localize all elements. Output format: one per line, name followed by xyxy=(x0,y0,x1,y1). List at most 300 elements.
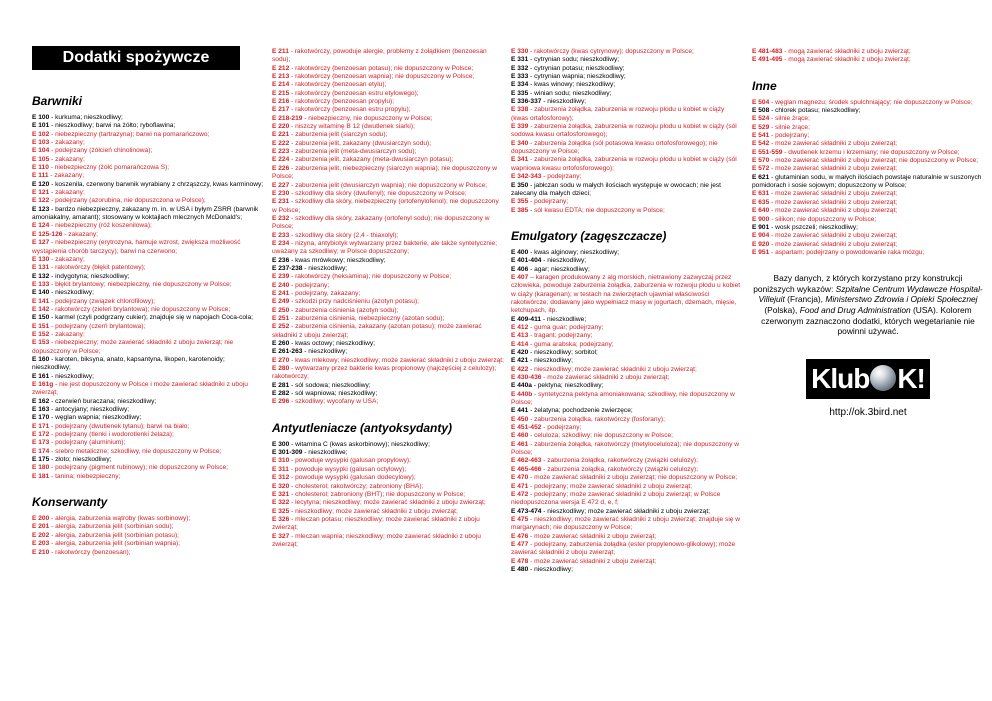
additive-entry xyxy=(32,122,264,130)
additive-entry xyxy=(511,483,743,491)
additive-entry xyxy=(511,457,743,465)
additive-entry xyxy=(272,265,504,273)
additive-description: - kwas mlekowy; nieszkodliwy; może zawierać składniki z uboju zwierząt; xyxy=(289,356,504,364)
additive-entry xyxy=(32,339,264,356)
additive-code: E 251 xyxy=(272,315,290,322)
additive-description: - kwas alginowy; nieszkodliwy; xyxy=(528,248,620,256)
additive-entry xyxy=(272,215,504,232)
additive-description: - zaburzenia żołądka (sól potasowa kwasu ortofosforowego); nie dopuszczony w Polsce; xyxy=(511,139,718,156)
additive-code: E 226 xyxy=(272,164,290,172)
additive-code: E 332 xyxy=(511,64,529,72)
additive-code: E 338 xyxy=(511,106,529,114)
additive-description: - niebezpieczny; może zawierać składniki z uboju zwierząt; nie dopuszczony w Polsce; xyxy=(32,339,234,355)
additive-code: E 333 xyxy=(511,73,529,81)
additive-description: - sól sodowa; nieszkodliwy; xyxy=(289,381,371,389)
additive-description: - podejrzany; xyxy=(541,424,582,432)
additive-code: E 224 xyxy=(272,156,290,164)
additive-code: E 100 xyxy=(32,114,50,121)
additive-code: E 310 xyxy=(272,457,290,465)
additive-description: - podejrzany; xyxy=(769,132,810,140)
additive-entry xyxy=(32,139,264,147)
additive-description: - zaburzenia ciśnienia (azotyn sodu); xyxy=(289,306,399,314)
additive-code: E 327 xyxy=(272,532,290,540)
additive-description: - zakazany; xyxy=(49,255,85,263)
additive-code: E 412 xyxy=(511,323,529,331)
additive-code: E 920 xyxy=(752,240,770,248)
additive-description: - karmel (czyli podgrzany cukier); znajduje się w napojach Coca-cola; xyxy=(49,314,253,322)
column-1 xyxy=(32,46,264,571)
additive-description: - zaburzenia jelit, zakazany (meta-dwusiarczyn potasu); xyxy=(289,156,454,164)
additive-entry xyxy=(511,566,743,574)
additive-code: E 471 xyxy=(511,482,529,490)
additive-entry xyxy=(32,197,264,205)
additive-code: E 640 xyxy=(752,207,770,215)
additive-description: - syntetyczna pektyna amoniakowana; szkodliwy, nie dopuszczony w Polsce; xyxy=(511,390,735,407)
additive-code: E 201 xyxy=(32,523,50,531)
additive-description: - może zawierać składniki z uboju zwierząt; xyxy=(541,374,670,382)
additive-description: - powoduje wysypki (galusan propylowy); xyxy=(289,457,411,465)
additive-description: - złoto; nieszkodliwy; xyxy=(49,456,112,464)
additive-description: - kwas octowy; nieszkodliwy; xyxy=(289,340,375,348)
additive-description: - węglan magnezu; środek spulchniający; nie dopuszczony w Polsce; xyxy=(769,98,973,106)
additive-entry xyxy=(272,90,504,98)
additive-entry xyxy=(752,249,984,257)
additive-entry xyxy=(32,406,264,414)
section xyxy=(752,79,984,258)
additive-description: - cytrynian potasu; nieszkodliwy; xyxy=(528,64,625,72)
additive-description: - czerwień buraczana; nieszkodliwy; xyxy=(49,397,157,405)
additive-code: E 103 xyxy=(32,139,50,147)
additive-entry xyxy=(511,266,743,274)
additive-code: E 477 xyxy=(511,540,529,548)
additive-code: E 152 xyxy=(32,330,50,338)
additive-entry xyxy=(511,374,743,382)
additive-description: - guma arabska; podejrzany; xyxy=(528,340,614,348)
additive-description: - nieszkodliwy; xyxy=(528,565,573,573)
additive-entry xyxy=(511,274,743,316)
additive-description: - nieszkodliwy; xyxy=(302,348,348,356)
additive-entry xyxy=(511,441,743,458)
additive-code: E 111 xyxy=(32,172,49,180)
additive-code: E 631 xyxy=(752,190,770,198)
additive-description: - może zawierać składniki z uboju zwierząt; xyxy=(528,557,657,565)
note-source-3: Food and Drug Administration xyxy=(799,305,911,315)
additive-description: - żelatyna; pochodzenie zwierzęce; xyxy=(528,407,633,415)
additive-entry xyxy=(752,107,984,115)
additive-description: - może zawierać składniki z uboju zwierząt; xyxy=(769,190,898,198)
additive-code: E 162 xyxy=(32,397,50,405)
additive-entry xyxy=(272,140,504,148)
globe-icon xyxy=(870,365,896,391)
note-text-3: (Polska), xyxy=(764,305,800,315)
additive-description: - zaburzenia żołądka, rakotwórczy (związki celulozy); xyxy=(541,465,698,473)
additive-entry xyxy=(32,373,264,381)
additive-entry xyxy=(272,315,504,323)
additive-entry xyxy=(752,149,984,157)
section xyxy=(272,48,504,407)
additive-entry xyxy=(272,123,504,131)
additive-description: - silnie żrące; xyxy=(769,115,810,123)
additive-entry xyxy=(511,98,743,106)
additive-description: - nieszkodliwy; xyxy=(302,264,348,272)
additive-description: - może zawierać składniki z uboju zwierząt; xyxy=(769,240,898,248)
additive-description: - zakazany; xyxy=(49,330,85,338)
additive-code: E 311 xyxy=(272,465,289,473)
additive-entry xyxy=(32,156,264,164)
additive-code: E 385 xyxy=(511,206,529,214)
additive-description: - agar; nieszkodliwy; xyxy=(528,265,590,273)
additive-description: - niebezpieczny, nie dopuszczony w Polsce; xyxy=(302,114,433,122)
additive-code: E 131 xyxy=(32,264,50,272)
additive-code: E 300 xyxy=(272,440,290,448)
additive-description: - niebezpieczny (tartrazyna); barwi na pomarańczowo; xyxy=(49,130,210,138)
additive-entry xyxy=(511,156,743,173)
additive-code: E 216 xyxy=(272,98,290,106)
additive-entry xyxy=(752,174,984,191)
additive-entry xyxy=(272,273,504,281)
additive-code: E 133 xyxy=(32,280,50,288)
additive-entry xyxy=(32,206,264,223)
additive-code: E 127 xyxy=(32,239,50,247)
additive-entry xyxy=(272,516,504,533)
note-text-2: (Francja), xyxy=(784,294,826,305)
additive-description: - jabłczan sodu w małych ilościach występuje w owocach; nie jest zalecany dla małych dzieci; xyxy=(511,181,722,197)
additive-code: E 409-411 xyxy=(511,315,542,323)
additive-code: E 542 xyxy=(752,140,770,148)
additive-code: E 221 xyxy=(272,131,290,139)
additive-entry xyxy=(272,449,504,457)
additive-description: - szkodliwy dla skóry, zakazany (ortofenyl sodu); nie dopuszczony w Polsce; xyxy=(272,214,490,231)
additive-code: E 153 xyxy=(32,339,50,347)
additive-code: E 635 xyxy=(752,198,770,206)
additive-code: E 202 xyxy=(32,531,50,539)
additive-description: - silnie żrące; xyxy=(769,123,810,131)
additive-description: - kwas winowy; nieszkodliwy; xyxy=(528,81,616,89)
additive-code: E 231 xyxy=(272,198,290,206)
additive-description: - może zawierać składniki z uboju zwierząt; nie dopuszczony w Polsce; xyxy=(769,157,979,165)
additive-entry xyxy=(272,390,504,398)
note-text-1: Bazy danych, z których korzystano przy konstrukcji poniższych wykazów: xyxy=(753,273,963,294)
additive-description: - zaburzenia ciśnienia, zakazany (azotan potasu); może zawierać składniki z uboju zwierząt; xyxy=(272,323,482,339)
additive-code: E 270 xyxy=(272,356,290,364)
additive-entry xyxy=(32,464,264,472)
additive-entry xyxy=(511,123,743,140)
additive-code: E 296 xyxy=(272,398,290,406)
additive-entry xyxy=(32,323,264,331)
additive-code: E 142 xyxy=(32,305,50,313)
additive-entry xyxy=(511,541,743,558)
additive-code: E 123 xyxy=(32,205,50,213)
additive-description: - chlorek potasu; nieszkodliwy; xyxy=(769,107,861,115)
additive-entry xyxy=(752,207,984,215)
additive-code: E 122 xyxy=(32,197,50,205)
additive-description: - srebro metaliczne; szkodliwy, nie dopuszczony w Polsce; xyxy=(49,447,222,455)
additive-code: E 541 xyxy=(752,132,770,140)
additive-description: - podejrzany (związek chlorofilowy); xyxy=(49,297,156,305)
site-url[interactable]: http://ok.3bird.net xyxy=(829,406,907,418)
additive-entry xyxy=(511,324,743,332)
section xyxy=(511,48,743,215)
additive-description: - zakazany; xyxy=(49,189,85,197)
additive-description: - mogą zawierać składniki z uboju zwierząt; xyxy=(782,56,911,64)
additive-entry xyxy=(752,199,984,207)
additive-description: - nieszkodliwy; xyxy=(528,357,573,365)
additive-code: E 524 xyxy=(752,115,770,123)
additive-code: E 339 xyxy=(511,123,529,131)
additive-code: E 504 xyxy=(752,98,770,106)
additive-description: - nieszkodliwy; może zawierać składniki z uboju zwierząt; xyxy=(289,507,458,515)
additive-description: - zakazany; xyxy=(49,155,85,163)
additive-code: E 140 xyxy=(32,289,50,297)
additive-description: - podejrzany (czerń brylantowa); xyxy=(49,322,146,330)
additive-description: - rakotwórczy (benzoesan); xyxy=(49,548,131,556)
additive-entry xyxy=(272,307,504,315)
additive-description: - guma guar; podejrzany; xyxy=(528,323,604,331)
additive-code: E 451-452 xyxy=(511,424,542,432)
additive-description: - podejrzany; xyxy=(541,173,582,181)
additive-entry xyxy=(272,198,504,215)
additive-entry xyxy=(752,48,984,56)
additive-description: - kurkuma; nieszkodliwy; xyxy=(49,114,123,121)
additive-code: E 249 xyxy=(272,298,290,306)
additive-code: E 223 xyxy=(272,148,290,156)
additive-entry xyxy=(32,540,264,548)
additive-entry xyxy=(511,198,743,206)
note-source-1: Szpitalne Centrum Wydawcze Hospital-Villejuit xyxy=(758,283,983,305)
additive-code: E 151 xyxy=(32,322,50,330)
additive-description: - kwas mrówkowy; nieszkodliwy; xyxy=(289,256,386,264)
additive-code: E 173 xyxy=(32,439,50,447)
additive-entry xyxy=(32,515,264,523)
additive-code: E 508 xyxy=(752,107,770,115)
additive-code: E 335 xyxy=(511,89,529,97)
additive-code: E 460 xyxy=(511,432,529,440)
additive-entry xyxy=(32,523,264,531)
additive-code: E 212 xyxy=(272,64,290,72)
additive-entry xyxy=(32,147,264,155)
additive-code: E 400 xyxy=(511,248,529,256)
additive-description: - cholesterol; zabroniony (BHT); nie dopuszczony w Polsce; xyxy=(289,490,466,498)
additive-code: E 621 xyxy=(752,173,770,181)
additive-description: - może zawierać składniki z uboju zwierząt; xyxy=(769,165,898,173)
additive-entry xyxy=(272,257,504,265)
additive-entry xyxy=(511,341,743,349)
additive-code: E 234 xyxy=(272,239,290,247)
additive-code: E 203 xyxy=(32,540,50,548)
additive-entry xyxy=(32,306,264,314)
additive-entry xyxy=(272,499,504,507)
additive-code: E 301-309 xyxy=(272,449,303,457)
additive-description: - nieszkodliwy; może zawierać składniki z uboju zwierząt; xyxy=(528,365,697,373)
additive-code: E 570 xyxy=(752,157,770,165)
additive-code: E 101 xyxy=(32,122,50,130)
additive-code: E 465-466 xyxy=(511,465,542,473)
additive-description: - niszczy witaminę B 12 (dwutlenek siarki); xyxy=(289,123,415,131)
additive-code: E 141 xyxy=(32,297,50,305)
additive-code: E 470 xyxy=(511,474,529,482)
additive-code: E 336-337 xyxy=(511,98,542,106)
additive-description: - sól wapniowa; nieszkodliwy; xyxy=(289,390,378,398)
additive-code: E 461 xyxy=(511,440,529,448)
additive-description: - zaburzenia żołądka, rakotwórczy (metyloceluloza); nie dopuszczony w Polsce; xyxy=(511,440,739,457)
additive-description: - nieszkodliwy; xyxy=(541,257,587,265)
additive-description: - zaburzenia jelit, niebezpieczny (siarczyn wapnia); nie dopuszczony w Polsce; xyxy=(272,164,498,181)
additive-description: - szkodzi przy nadciśnieniu (azotyn potasu); xyxy=(289,298,419,306)
additive-entry xyxy=(511,391,743,408)
additive-description: - rakotwórczy (benzoesan potasu); nie dopuszczony w Polsce; xyxy=(289,64,474,72)
additive-entry xyxy=(272,365,504,382)
additive-code: E 210 xyxy=(32,548,50,556)
additive-code: E 330 xyxy=(511,48,529,55)
additive-entry xyxy=(32,381,264,398)
additive-entry xyxy=(32,264,264,272)
additive-entry xyxy=(752,157,984,165)
additive-entry xyxy=(32,532,264,540)
additive-entry xyxy=(511,424,743,432)
additive-code: E 161g xyxy=(32,381,54,388)
additive-entry xyxy=(752,216,984,224)
additive-entry xyxy=(272,474,504,482)
additive-description: - rakotwórczy (benzoesan estru etylowego); xyxy=(289,89,419,97)
additive-description: - celuloza; szkodliwy; nie dopuszczony w Polsce; xyxy=(528,432,673,440)
additive-entry xyxy=(32,356,264,373)
additive-description: - zakazany; xyxy=(48,172,85,180)
column-4-sections xyxy=(752,48,984,257)
additive-description: - nieszkodliwe; xyxy=(541,315,587,323)
additive-entry xyxy=(511,407,743,415)
additive-entry xyxy=(272,73,504,81)
additive-code: E 124 xyxy=(32,222,50,230)
additive-description: - witamina C (kwas askorbinowy); nieszkodliwy; xyxy=(289,440,430,448)
column-4 xyxy=(752,48,984,417)
additive-description: - pektyna; nieszkodliwy; xyxy=(531,382,604,390)
additive-code: E 280 xyxy=(272,365,290,373)
additive-description: - podejrzany, zaburzenia żołądka (ester propylenowo-glikolowy); może zawierać składniki z uboju zwierząt; xyxy=(511,540,736,557)
additive-description: - rakotwórczy (benzoesan estru propylu); xyxy=(289,106,411,114)
additive-entry xyxy=(511,533,743,541)
logo-text-right: K! xyxy=(897,362,925,394)
additive-code: E 105 xyxy=(32,155,50,163)
additive-description: - podejrzany; może zawierać składniki z uboju zwierząt; w Polsce niedopuszczona wersja E 472 d, e, f; xyxy=(511,490,721,507)
column-2 xyxy=(272,48,504,563)
additive-code: E 326 xyxy=(272,515,290,523)
additive-code: E 478 xyxy=(511,557,529,565)
additive-description: - koszenila, czerwony barwnik wyrabiany z chrząszczy, kwas karminowy; xyxy=(49,180,264,188)
additive-code: E 175 xyxy=(32,456,50,464)
additive-description: - rakotwórczy (benzoesan propylu); xyxy=(289,98,395,106)
additive-entry xyxy=(32,189,264,197)
additive-entry xyxy=(511,474,743,482)
additive-description: - alergia, zaburzenia jelit (sorbinian sodu); xyxy=(49,523,174,531)
additive-description: - podejrzany (aluminium); xyxy=(49,439,126,447)
additive-entry xyxy=(272,357,504,365)
additive-entry xyxy=(511,332,743,340)
additive-entry xyxy=(32,331,264,339)
additive-code: E 104 xyxy=(32,147,50,155)
page-title: Dodatki spożywcze xyxy=(32,46,240,70)
additive-description: - może zawierać składniki z uboju zwierząt; nie dopuszczony w Polsce; xyxy=(528,474,738,482)
additive-code: E 440b xyxy=(511,390,533,398)
additive-description: - bardzo niebezpieczny, zakazany m. in. w USA i byłym ZSRR (barwnik amoniakalny, amarant); stosowany w koktajlach mlecznych McDonald's; xyxy=(32,205,259,222)
additive-code: E 171 xyxy=(32,422,50,430)
additive-entry xyxy=(272,348,504,356)
additive-code: E 331 xyxy=(511,56,529,64)
additive-entry xyxy=(511,207,743,215)
additive-description: - lecytyna; nieszkodliwy; może zawierać składniki z uboju zwierząt; xyxy=(289,499,486,507)
additive-entry xyxy=(752,99,984,107)
additive-entry xyxy=(32,298,264,306)
additive-code: E 161 xyxy=(32,372,50,380)
additive-entry xyxy=(32,256,264,264)
additive-description: - nieszkodliwy; może zawierać składniki z uboju zwierząt; znajduje się w margarynach; nie dopuszczony w Polsce; xyxy=(511,515,741,532)
additive-description: - podejrzany (azorubina, nie dopuszczona w Polsce); xyxy=(49,197,206,205)
additive-entry xyxy=(511,466,743,474)
additive-code: E 217 xyxy=(272,106,290,114)
additive-code: E 170 xyxy=(32,414,50,422)
additive-description: - mogą zawierać składniki z uboju zwierząt; xyxy=(782,48,911,55)
additive-code: E 350 xyxy=(511,181,529,189)
additive-description: - rakotwórczy (kwas cytrynowy); dopuszczony w Polsce; xyxy=(528,48,694,55)
additive-entry xyxy=(752,56,984,64)
additive-description: - mleczan potasu; nieszkodliwy; może zawierać składniki z uboju zwierząt; xyxy=(272,515,480,532)
additive-entry xyxy=(32,473,264,481)
additive-entry xyxy=(511,73,743,81)
additive-code: E 529 xyxy=(752,123,770,131)
additive-code: E 218-219 xyxy=(272,114,303,122)
additive-description: - podejrzany (tlenki i wodorotlenki żelaza); xyxy=(49,431,174,439)
additive-entry xyxy=(752,190,984,198)
additive-description: - zaburzenia żołądka, zaburzenia w rozwoju płodu u kobiet w ciąży (sól wapniowa kwasu ortofosforowego); xyxy=(511,156,737,172)
additive-description: - rakotwórczy (heksamina); nie dopuszczony w Polsce; xyxy=(289,273,452,281)
additive-description: - powoduje wysypki (galusan octylowy); xyxy=(288,465,407,473)
section xyxy=(32,495,264,557)
additive-entry xyxy=(511,416,743,424)
additive-entry xyxy=(511,106,743,123)
additive-entry xyxy=(32,398,264,406)
additive-entry xyxy=(752,165,984,173)
additive-entry xyxy=(752,224,984,232)
additive-code: E 150 xyxy=(32,314,50,322)
additive-description: - alergia, zaburzenia jelit (sorbinian potasu); xyxy=(49,531,179,539)
additive-description: - wosk pszczeli; nieszkodliwy; xyxy=(769,223,858,231)
additive-entry xyxy=(511,508,743,516)
additive-description: - zaburzenia żołądka, rakotwórczy (fosforany); xyxy=(528,415,665,423)
additive-entry xyxy=(511,349,743,357)
additive-code: E 321 xyxy=(272,490,290,498)
additive-entry xyxy=(511,432,743,440)
additive-description: - tragant; podejrzany; xyxy=(528,332,593,340)
additive-entry xyxy=(272,190,504,198)
additive-code: E 214 xyxy=(272,81,290,89)
additive-entry xyxy=(272,533,504,550)
additive-entry xyxy=(272,148,504,156)
additive-code: E 121 xyxy=(32,189,50,197)
additive-entry xyxy=(32,273,264,281)
additive-entry xyxy=(511,357,743,365)
additive-entry xyxy=(272,282,504,290)
additive-description: - rakotwórczy (benzoesan wapnia); nie dopuszczony w Polsce; xyxy=(289,73,475,81)
additive-description: - antocyjany; nieszkodliwy; xyxy=(49,406,130,414)
additive-entry xyxy=(32,549,264,557)
additive-description: - zakazany; xyxy=(62,230,98,238)
additive-description: - indygotyna; nieszkodliwy; xyxy=(49,272,130,280)
additive-description: - alergia, zaburzenia wątroby (kwas sorbinowy); xyxy=(49,515,191,523)
additive-code: E 476 xyxy=(511,532,529,540)
additive-code: E 422 xyxy=(511,365,529,373)
additive-entry xyxy=(511,257,743,265)
additive-code: E 475 xyxy=(511,515,529,523)
additive-code: E 440a xyxy=(511,382,532,390)
